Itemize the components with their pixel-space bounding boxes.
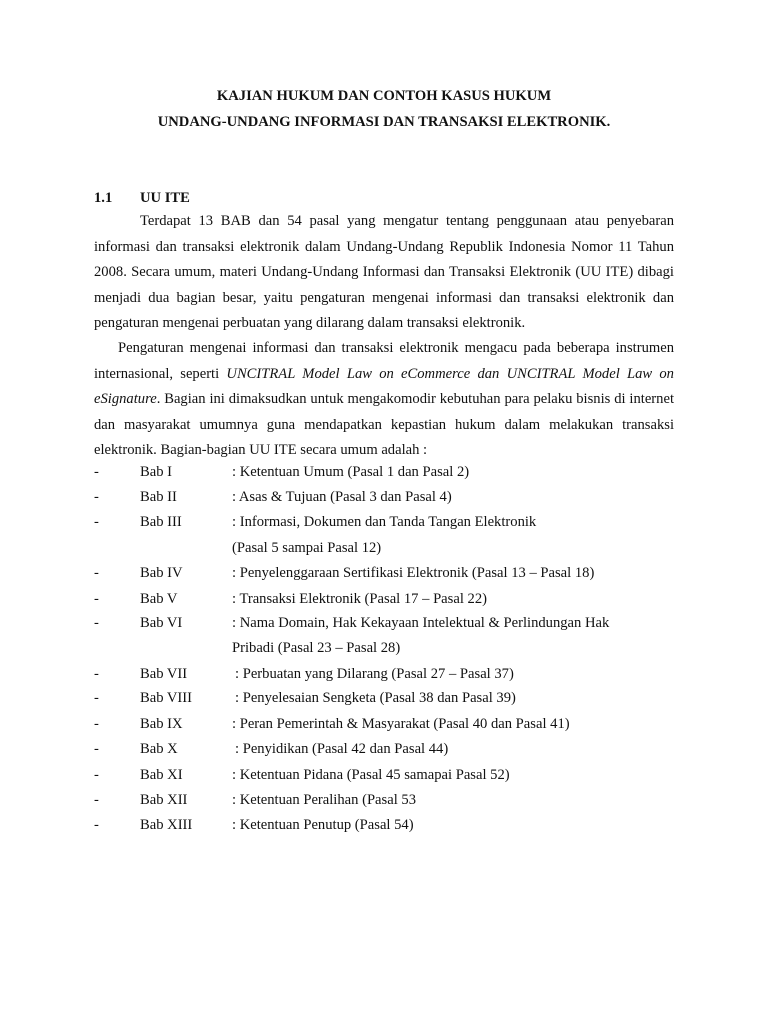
bab-list-item bbox=[0, 565, 768, 590]
bab-label: Bab VI bbox=[140, 615, 183, 631]
bab-description-continued: Pribadi (Pasal 23 – Pasal 28) bbox=[232, 640, 401, 656]
bab-description: : Perbuatan yang Dilarang (Pasal 27 – Pasal 37) bbox=[235, 666, 514, 682]
bab-label: Bab XII bbox=[140, 792, 188, 808]
bab-list-item bbox=[0, 489, 768, 514]
bab-label: Bab X bbox=[140, 741, 178, 757]
list-dash: - bbox=[94, 591, 99, 607]
document-title-line-2: UNDANG-UNDANG INFORMASI DAN TRANSAKSI ELEKTRONIK. bbox=[157, 114, 611, 130]
paragraph-2-text-after: . Bagian ini dimaksudkan untuk mengakomodir kebutuhan para pelaku bisnis di internet dan masyarakat umumnya guna mendapatkan kepastian hukum dalam melakukan transaksi elektronik. Bagian-bagian UU ITE secara umum adalah : bbox=[94, 391, 674, 459]
bab-description: : Penyidikan (Pasal 42 dan Pasal 44) bbox=[235, 741, 449, 757]
bab-description: : Penyelenggaraan Sertifikasi Elektronik (Pasal 13 – Pasal 18) bbox=[232, 565, 595, 581]
bab-label: Bab II bbox=[140, 489, 177, 505]
bab-label: Bab III bbox=[140, 514, 182, 530]
bab-description: : Ketentuan Pidana (Pasal 45 samapai Pasal 52) bbox=[232, 767, 510, 783]
bab-list-item bbox=[0, 514, 768, 539]
bab-label: Bab XI bbox=[140, 767, 183, 783]
bab-list-item bbox=[0, 464, 768, 489]
bab-description: : Ketentuan Umum (Pasal 1 dan Pasal 2) bbox=[232, 464, 470, 480]
bab-list-item bbox=[0, 615, 768, 640]
bab-description: : Informasi, Dokumen dan Tanda Tangan Elektronik bbox=[232, 514, 537, 530]
section-number: 1.1 bbox=[94, 190, 113, 206]
paragraph-2-text-before: Pengaturan mengenai informasi dan transaksi elektronik mengacu pada beberapa instrumen internasional, seperti bbox=[94, 340, 674, 382]
bab-description: : Nama Domain, Hak Kekayaan Intelektual & Perlindungan Hak bbox=[232, 615, 610, 631]
list-dash: - bbox=[94, 767, 99, 783]
list-dash: - bbox=[94, 514, 99, 530]
bab-label: Bab VII bbox=[140, 666, 188, 682]
bab-list-item bbox=[0, 741, 768, 766]
list-dash: - bbox=[94, 817, 99, 833]
list-dash: - bbox=[94, 464, 99, 480]
bab-description: : Peran Pemerintah & Masyarakat (Pasal 40 dan Pasal 41) bbox=[232, 716, 570, 732]
bab-list-item bbox=[0, 591, 768, 616]
list-dash: - bbox=[94, 565, 99, 581]
bab-description: : Transaksi Elektronik (Pasal 17 – Pasal 22) bbox=[232, 591, 487, 607]
bab-label: Bab IV bbox=[140, 565, 183, 581]
bab-list-item bbox=[0, 767, 768, 792]
bab-list-item bbox=[0, 716, 768, 741]
list-dash: - bbox=[94, 489, 99, 505]
paragraph-2 bbox=[94, 336, 674, 464]
bab-list-item bbox=[0, 817, 768, 842]
bab-description: : Asas & Tujuan (Pasal 3 dan Pasal 4) bbox=[232, 489, 452, 505]
bab-description: : Ketentuan Penutup (Pasal 54) bbox=[232, 817, 414, 833]
bab-label: Bab I bbox=[140, 464, 173, 480]
document-title-line-1: KAJIAN HUKUM DAN CONTOH KASUS HUKUM bbox=[216, 88, 552, 104]
list-dash: - bbox=[94, 615, 99, 631]
list-dash: - bbox=[94, 716, 99, 732]
section-title: UU ITE bbox=[140, 190, 190, 206]
bab-description: : Ketentuan Peralihan (Pasal 53 bbox=[232, 792, 416, 808]
bab-label: Bab XIII bbox=[140, 817, 193, 833]
bab-list-item bbox=[0, 690, 768, 715]
list-dash: - bbox=[94, 792, 99, 808]
bab-label: Bab IX bbox=[140, 716, 183, 732]
bab-list-item bbox=[0, 792, 768, 817]
list-dash: - bbox=[94, 741, 99, 757]
list-dash: - bbox=[94, 690, 99, 706]
bab-label: Bab V bbox=[140, 591, 178, 607]
bab-label: Bab VIII bbox=[140, 690, 193, 706]
paragraph-2-italic-text: UNCITRAL Model Law on eCommerce dan UNCITRAL Model Law on eSignature bbox=[94, 365, 674, 408]
bab-list-item bbox=[0, 666, 768, 691]
paragraph-1: Terdapat 13 BAB dan 54 pasal yang mengatur tentang penggunaan atau penyebaran informasi dan transaksi elektronik dalam Undang-Undang Republik Indonesia Nomor 11 Tahun 2008. Secara umum, materi Undang-Undang Informasi dan Transaksi Elektronik (UU ITE) dibagi menjadi dua bagian besar, yaitu pengaturan mengenai informasi dan transaksi elektronik dan pengaturan mengenai perbuatan yang dilarang dalam transaksi elektronik. bbox=[94, 213, 674, 332]
bab-description-continued: (Pasal 5 sampai Pasal 12) bbox=[232, 540, 382, 556]
bab-description: : Penyelesaian Sengketa (Pasal 38 dan Pasal 39) bbox=[235, 690, 516, 706]
list-dash: - bbox=[94, 666, 99, 682]
